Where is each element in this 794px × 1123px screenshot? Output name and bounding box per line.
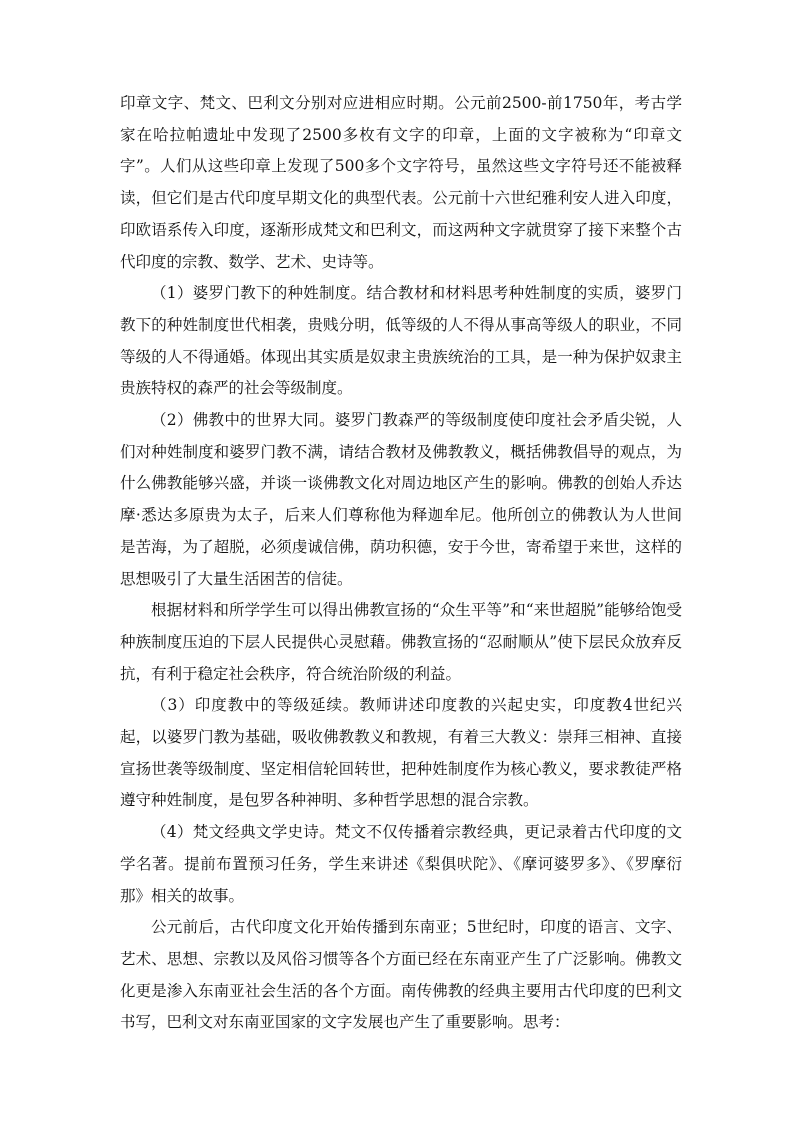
paragraph-hinduism: （3）印度教中的等级延续。教师讲述印度教的兴起史实，印度教4世纪兴起，以婆罗门教为基础，吸收佛教教义和教规，有着三大教义：崇拜三相神、直接宣扬世袭等级制度、坚定相信轮回转世，把种姓制度作为核心教义，要求教徒严格遵守种姓制度，是包罗各种神明、多种哲学思想的混合宗教。 bbox=[120, 696, 682, 810]
paragraph-southeast-asia: 公元前后，古代印度文化开始传播到东南亚；5世纪时，印度的语言、文字、艺术、思想、宗教以及风俗习惯等各个方面已经在东南亚产生了广泛影响。佛教文化更是渗入东南亚社会生活的各个方面。南传佛教的经典主要用古代印度的巴利文书写，巴利文对东南亚国家的文字发展也产生了重要影响。思考： bbox=[120, 918, 682, 1032]
paragraph-buddhism: （2）佛教中的世界大同。婆罗门教森严的等级制度使印度社会矛盾尖锐，人们对种姓制度和婆罗门教不满，请结合教材及佛教教义，概括佛教倡导的观点，为什么佛教能够兴盛，并谈一谈佛教文化对周边地区产生的影响。佛教的创始人乔达摩·悉达多原贵为太子，后来人们尊称他为释迦牟尼。他所创立的佛教认为人世间是苦海，为了超脱，必须虔诚信佛，荫功积德，安于今世，寄希望于来世，这样的思想吸引了大量生活困苦的信徒。 bbox=[120, 411, 682, 588]
paragraph-sanskrit-epics: （4）梵文经典文学史诗。梵文不仅传播着宗教经典，更记录着古代印度的文学名著。提前布置预习任务，学生来讲述《梨俱吠陀》、《摩诃婆罗多》、《罗摩衍那》相关的故事。 bbox=[120, 823, 682, 905]
paragraph-scripts-intro: 印章文字、梵文、巴利文分别对应进相应时期。公元前2500-前1750年，考古学家在哈拉帕遗址中发现了2500多枚有文字的印章，上面的文字被称为“印章文字”。人们从这些印章上发现了500多个文字符号，虽然这些文字符号还不能被释读，但它们是古代印度早期文化的典型代表。公元前十六世纪雅利安人进入印度，印欧语系传入印度，逐渐形成梵文和巴利文，而这两种文字就贯穿了接下来整个古代印度的宗教、数学、艺术、史诗等。 bbox=[120, 94, 682, 271]
paragraph-buddhism-analysis: 根据材料和所学学生可以得出佛教宣扬的“众生平等”和“来世超脱”能够给饱受种族制度压迫的下层人民提供心灵慰藉。佛教宣扬的“忍耐顺从”使下层民众放弃反抗，有利于稳定社会秩序，符合统治阶级的利益。 bbox=[120, 601, 682, 683]
document-body bbox=[120, 88, 682, 1039]
paragraph-caste-system: （1）婆罗门教下的种姓制度。结合教材和材料思考种姓制度的实质，婆罗门教下的种姓制度世代相袭，贵贱分明，低等级的人不得从事高等级人的职业，不同等级的人不得通婚。体现出其实质是奴隶主贵族统治的工具，是一种为保护奴隶主贵族特权的森严的社会等级制度。 bbox=[120, 284, 682, 398]
